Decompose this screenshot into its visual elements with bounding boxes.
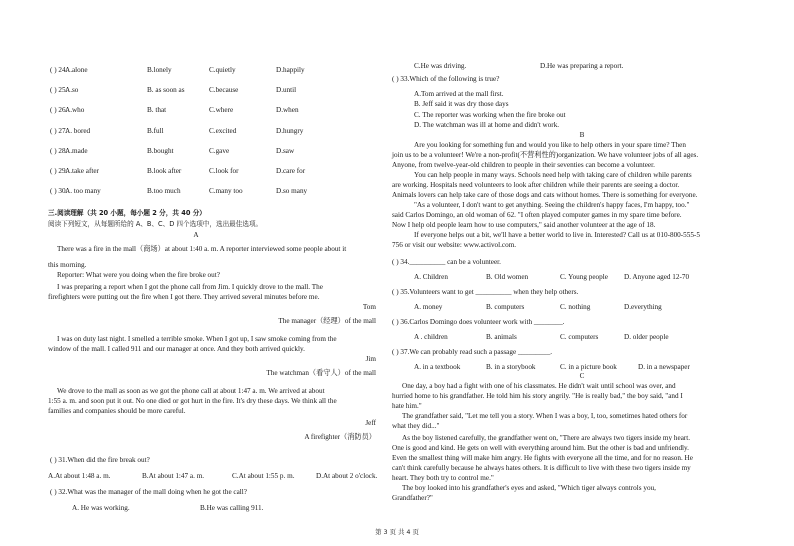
passage-line: As the boy listened carefully, the grandfather went on, "There are always two tigers inside my heart. — [402, 434, 691, 442]
q36-option-d: D. older people — [624, 333, 669, 341]
passage-line: hurried home to his grandfather. He told him his story angrily. "He is really bad," the boy said, "and I — [392, 392, 683, 400]
passage-line: You can help people in many ways. Schools need help with taking care of children while parents — [414, 171, 692, 179]
option-a: A.made — [65, 147, 88, 155]
passage-line: join us to be a volunteer! We're a non-profit(不营利性的)organization. We have volunteer jobs of all ages. — [392, 151, 699, 159]
passage-line: Reporter: What were you doing when the fire broke out? — [57, 271, 220, 279]
option-b: B.full — [147, 127, 164, 135]
signature-role-manager: The manager（经理）of the mall — [278, 317, 376, 325]
q33-option-d: D. The watchman was ill at home and didn't work. — [414, 121, 560, 129]
passage-b-label: B — [579, 131, 585, 139]
question-prefix: ( ) 28. — [50, 147, 68, 155]
passage-line: firefighters were putting out the fire when I got there. They arrived several minutes before me. — [48, 293, 320, 301]
question-35: ( ) 35.Volunteers want to get __________ when they help others. — [392, 288, 579, 296]
question-prefix: ( ) 29. — [50, 167, 68, 175]
passage-line: Even the smallest thing will make him angry. He fights with everyone all the time, and for no reason. He — [392, 454, 693, 462]
passage-line: heart. They both try to control me." — [392, 474, 494, 482]
passage-line: this morning. — [48, 261, 87, 269]
signature-name-jeff: Jeff — [365, 419, 376, 427]
option-d: D.until — [276, 86, 297, 94]
option-a: A. bored — [65, 127, 91, 135]
option-a: A.take after — [65, 167, 99, 175]
passage-line: said Carlos Domingo, an old woman of 62. "I often played computer games in my spare time before. — [392, 211, 682, 219]
signature-name-jim: Jim — [365, 355, 376, 363]
question-33: ( ) 33.Which of the following is true? — [392, 75, 500, 83]
signature-role-firefighter: A firefighter（消防员） — [304, 433, 376, 441]
question-34: ( ) 34.__________ can be a volunteer. — [392, 258, 501, 266]
q32-option-d: D.He was preparing a report. — [540, 62, 624, 70]
q37-option-c: C. in a picture book — [560, 363, 617, 371]
passage-line: I was on duty last night. I smelled a terrible smoke. When I got up, I saw smoke coming from the — [57, 335, 337, 343]
signature-name-tom: Tom — [362, 303, 376, 311]
q34-option-a: A. Children — [414, 273, 448, 281]
section-instruction: 阅读下列短文，从每题所给的 A、B、C、D 四个选项中，选出最佳选项。 — [48, 220, 263, 228]
q31-option-c: C.At about 1:55 p. m. — [232, 472, 295, 480]
passage-line: 1:55 a. m. and soon put it out. No one died or got hurt in the fire. It's dry these days. We think all the — [48, 397, 337, 405]
passage-line: Animals lovers can help take care of those dogs and cats without homes. There is something for everyone. — [392, 191, 698, 199]
option-c: C.gave — [209, 147, 230, 155]
q33-option-b: B. Jeff said it was dry those days — [414, 100, 509, 108]
passage-line: I was preparing a report when I got the phone call from Jim. I quickly drove to the mall. The — [57, 283, 323, 291]
q32-option-c: C.He was driving. — [414, 62, 467, 70]
option-c: C.look for — [209, 167, 239, 175]
question-32: ( ) 32.What was the manager of the mall doing when he got the call? — [50, 488, 247, 496]
option-d: D.so many — [276, 187, 308, 195]
option-b: B.too much — [147, 187, 181, 195]
question-prefix: ( ) 25. — [50, 86, 68, 94]
q34-option-d: D. Anyone aged 12-70 — [624, 273, 690, 281]
q33-option-c: C. The reporter was working when the fire broke out — [414, 111, 566, 119]
passage-line: One day, a boy had a fight with one of his classmates. He didn't wait until school was over, and — [402, 382, 676, 390]
option-c: C.quietly — [209, 66, 236, 74]
passage-line: families and companies should be more careful. — [48, 407, 186, 415]
passage-line: what they did..." — [392, 422, 440, 430]
option-a: A.who — [65, 106, 85, 114]
passage-line: Anyone, from twelve-year-old children to people in their seventies can become a volunteer. — [392, 161, 655, 169]
passage-line: can't think carefully because he always hates others. It is difficult to live with these two tigers inside my — [392, 464, 691, 472]
option-b: B. that — [147, 106, 167, 114]
q37-option-d: D. in a newspaper — [638, 363, 690, 371]
option-d: D.hungry — [276, 127, 304, 135]
q35-option-a: A. money — [414, 303, 443, 311]
option-c: C.many too — [209, 187, 243, 195]
passage-line: hate him." — [392, 402, 422, 410]
option-d: D.when — [276, 106, 299, 114]
passage-c-label: C — [579, 372, 585, 380]
question-36: ( ) 36.Carlos Domingo does volunteer work with ________. — [392, 318, 565, 326]
q31-option-b: B.At about 1:47 a. m. — [142, 472, 205, 480]
option-a: A. too many — [65, 187, 101, 195]
q37-option-b: B. in a storybook — [486, 363, 536, 371]
question-31: ( ) 31.When did the fire break out? — [50, 456, 150, 464]
q36-option-a: A . children — [414, 333, 448, 341]
passage-line: If everyone helps out a bit, we'll have a better world to live in. Interested? Call us at 010-800-555-5 — [414, 231, 700, 239]
q31-option-d: D.At about 2 o'clock. — [316, 472, 378, 480]
question-prefix: ( ) 26. — [50, 106, 68, 114]
passage-line: There was a fire in the mall（商场）at about 1:40 a. m. A reporter interviewed some people about it — [57, 245, 347, 253]
signature-role-watchman: The watchman（看守人）of the mall — [266, 369, 376, 377]
option-d: D.care for — [276, 167, 306, 175]
passage-line: are working. Hospitals need volunteers to look after children while their parents are seeing a doctor. — [392, 181, 680, 189]
q36-option-b: B. animals — [486, 333, 517, 341]
section-title: 三.阅读理解（共 20 小题，每小题 2 分，共 40 分） — [48, 209, 206, 217]
q37-option-a: A. in a textbook — [414, 363, 461, 371]
passage-line: Are you looking for something fun and would you like to help others in your spare time? Then — [414, 141, 686, 149]
question-prefix: ( ) 30. — [50, 187, 68, 195]
option-a: A.so — [65, 86, 79, 94]
passage-line: "As a volunteer, I don't want to get anything. Seeing the children's happy faces, I'm happy, too." — [414, 201, 690, 209]
option-d: D.happily — [276, 66, 305, 74]
option-a: A.alone — [65, 66, 88, 74]
passage-line: Grandfather?" — [392, 494, 433, 502]
question-37: ( ) 37.We can probably read such a passage _________. — [392, 348, 553, 356]
passage-line: 756 or visit our website: www.activol.com. — [392, 241, 517, 249]
question-prefix: ( ) 24. — [50, 66, 68, 74]
q31-option-a: A.At about 1:48 a. m. — [48, 472, 111, 480]
question-prefix: ( ) 27. — [50, 127, 68, 135]
passage-line: window of the mall. I called 911 and our manager at once. And they both arrived quickly. — [48, 345, 305, 353]
option-b: B.bought — [147, 147, 174, 155]
q33-option-a: A.Tom arrived at the mall first. — [414, 90, 504, 98]
q32-option-a: A. He was working. — [72, 504, 130, 512]
option-d: D.saw — [276, 147, 295, 155]
option-c: C.where — [209, 106, 234, 114]
option-b: B. as soon as — [147, 86, 185, 94]
passage-line: We drove to the mall as soon as we got the phone call at about 1:47 a. m. We arrived at about — [57, 387, 325, 395]
passage-line: The grandfather said, "Let me tell you a story. When I was a boy, I, too, sometimes hated others for — [402, 412, 688, 420]
passage-line: One is good and kind. He gets on well with everything around him. But the other is bad and unfriendly. — [392, 444, 689, 452]
page-number: 第 3 页 共 4 页 — [375, 528, 419, 536]
passage-line: The boy looked into his grandfather's eyes and asked, "Which tiger always controls you, — [402, 484, 656, 492]
q32-option-b: B.He was calling 911. — [200, 504, 264, 512]
q35-option-b: B. computers — [486, 303, 525, 311]
passage-line: Now I help old people learn how to use computers," said another volunteer at the age of 18. — [392, 221, 656, 229]
option-b: B.lonely — [147, 66, 172, 74]
q36-option-c: C. computers — [560, 333, 599, 341]
q35-option-d: D.everything — [624, 303, 662, 311]
passage-a-label: A — [193, 231, 199, 239]
q35-option-c: C. nothing — [560, 303, 591, 311]
q34-option-b: B. Old women — [486, 273, 529, 281]
option-c: C.excited — [209, 127, 237, 135]
option-b: B.look after — [147, 167, 182, 175]
option-c: C.because — [209, 86, 239, 94]
q34-option-c: C. Young people — [560, 273, 608, 281]
